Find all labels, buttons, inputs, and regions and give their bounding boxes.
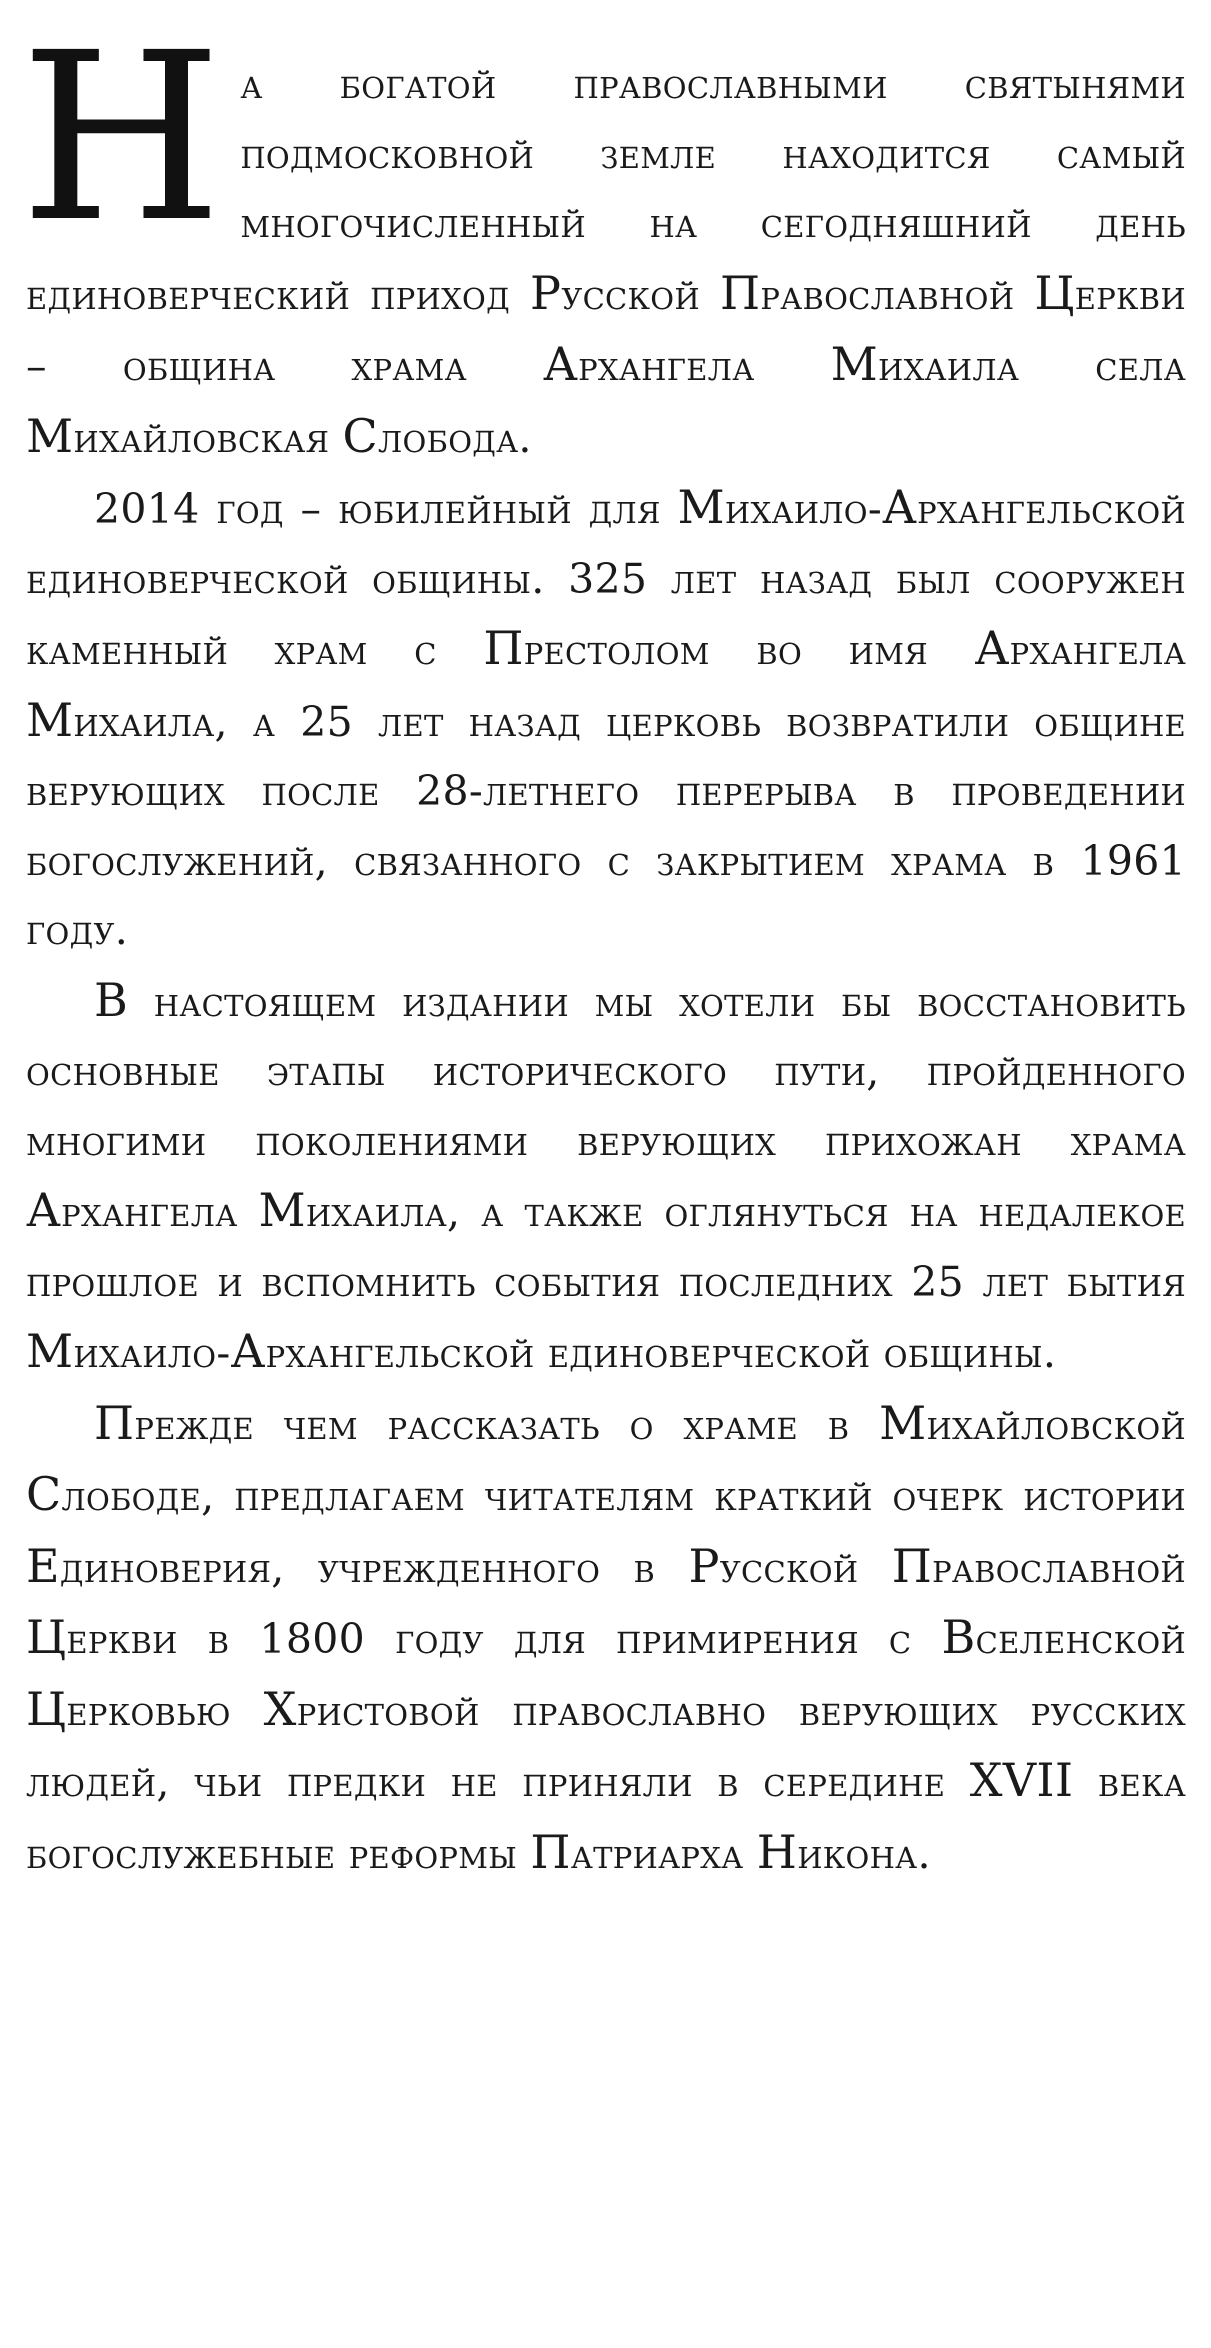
paragraph-4 xyxy=(26,1389,1186,1890)
document-page xyxy=(20,3,1186,1889)
paragraph-1-text: а богатой православными святынями подмосковной земле находится самый многочисленный на сегодняшний день единоверческий приход Русской Православной Церкви – община храма Архангела Михаила села Михайловская Слобода. xyxy=(26,60,1186,463)
paragraph-3 xyxy=(26,966,1186,1389)
drop-cap: Н xyxy=(20,3,223,273)
paragraph-3-text: В настоящем издании мы хотели бы восстановить основные этапы исторического пути, пройденного многими поколениями верующих прихожан храма Архангела Михаила, а также оглянуться на недалекое прошлое и вспомнить события последних 25 лет бытия Михаило-Архангельской единоверческой общины. xyxy=(26,972,1186,1378)
paragraph-2-text: 2014 год – юбилейный для Михаило-Архангельской единоверческой общины. 325 лет назад был сооружен каменный храм с Престолом во имя Архангела Михаила, а 25 лет назад церковь возвратили общине верующих после 28-летнего перерыва в проведении богослужений, связанного с закрытием храма в 1961 году. xyxy=(26,480,1186,954)
paragraph-2 xyxy=(26,473,1186,966)
paragraph-1 xyxy=(20,3,1186,473)
paragraph-4-text: Прежде чем рассказать о храме в Михайловской Слободе, предлагаем читателям краткий очерк истории Единоверия, учрежденного в Русской Православной Церкви в 1800 году для примирения с Вселенской Церковью Христовой православно верующих русских людей, чьи предки не приняли в середине XVII века богослужебные реформы Патриарха Никона. xyxy=(26,1395,1186,1879)
